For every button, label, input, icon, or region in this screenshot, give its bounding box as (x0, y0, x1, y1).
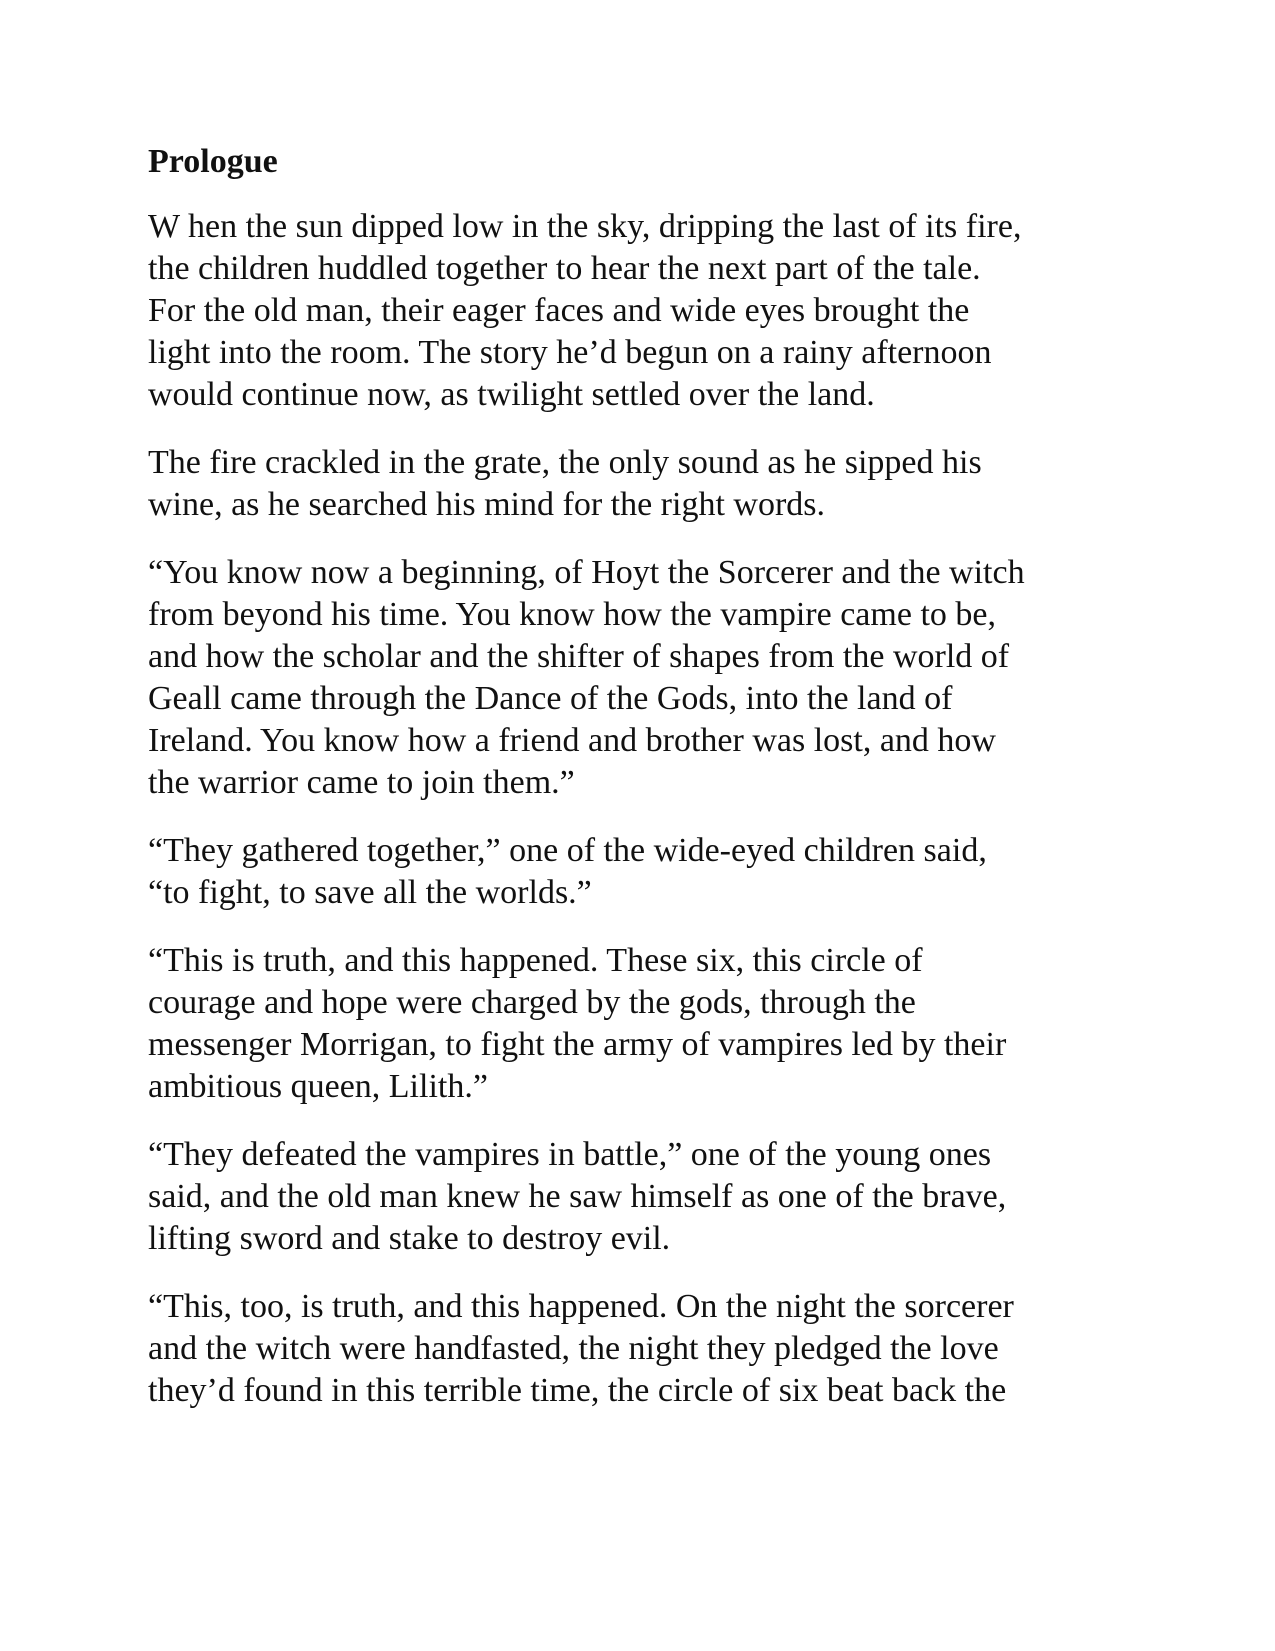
paragraph-6 (148, 1134, 1128, 1260)
text-line: ambitious queen, Lilith.” (148, 1068, 488, 1105)
paragraph-2 (148, 442, 1128, 526)
text-line: courage and hope were charged by the gods, through the (148, 984, 916, 1021)
text-line: and the witch were handfasted, the night they pledged the love (148, 1330, 999, 1367)
text-line: The fire crackled in the grate, the only sound as he sipped his (148, 444, 982, 481)
text-line: the children huddled together to hear the next part of the tale. (148, 250, 981, 287)
text-line: “to fight, to save all the worlds.” (148, 874, 592, 911)
text-line: “They gathered together,” one of the wide-eyed children said, (148, 832, 987, 869)
paragraph-1 (148, 206, 1128, 416)
text-line: “This is truth, and this happened. These six, this circle of (148, 942, 923, 979)
paragraph-7 (148, 1286, 1128, 1412)
text-line: and how the scholar and the shifter of shapes from the world of (148, 638, 1010, 675)
text-line: messenger Morrigan, to fight the army of vampires led by their (148, 1026, 1007, 1063)
text-line: Geall came through the Dance of the Gods, into the land of (148, 680, 953, 717)
text-line: Ireland. You know how a friend and brother was lost, and how (148, 722, 996, 759)
text-line: W hen the sun dipped low in the sky, dripping the last of its fire, (148, 208, 1022, 245)
text-line: “You know now a beginning, of Hoyt the Sorcerer and the witch (148, 554, 1025, 591)
text-line: said, and the old man knew he saw himself as one of the brave, (148, 1178, 1007, 1215)
paragraph-5 (148, 940, 1128, 1108)
text-line: from beyond his time. You know how the vampire came to be, (148, 596, 996, 633)
text-line: light into the room. The story he’d begun on a rainy afternoon (148, 334, 992, 371)
document-page (148, 140, 1128, 1438)
text-line: the warrior came to join them.” (148, 764, 575, 801)
chapter-heading: Prologue (148, 143, 278, 180)
text-line: “They defeated the vampires in battle,” one of the young ones (148, 1136, 992, 1173)
text-line: lifting sword and stake to destroy evil. (148, 1220, 671, 1257)
text-line: they’d found in this terrible time, the circle of six beat back the (148, 1372, 1007, 1409)
paragraph-3 (148, 552, 1128, 804)
text-line: would continue now, as twilight settled over the land. (148, 376, 875, 413)
text-line: “This, too, is truth, and this happened. On the night the sorcerer (148, 1288, 1014, 1325)
text-line: wine, as he searched his mind for the right words. (148, 486, 825, 523)
paragraph-4 (148, 830, 1128, 914)
text-line: For the old man, their eager faces and wide eyes brought the (148, 292, 970, 329)
